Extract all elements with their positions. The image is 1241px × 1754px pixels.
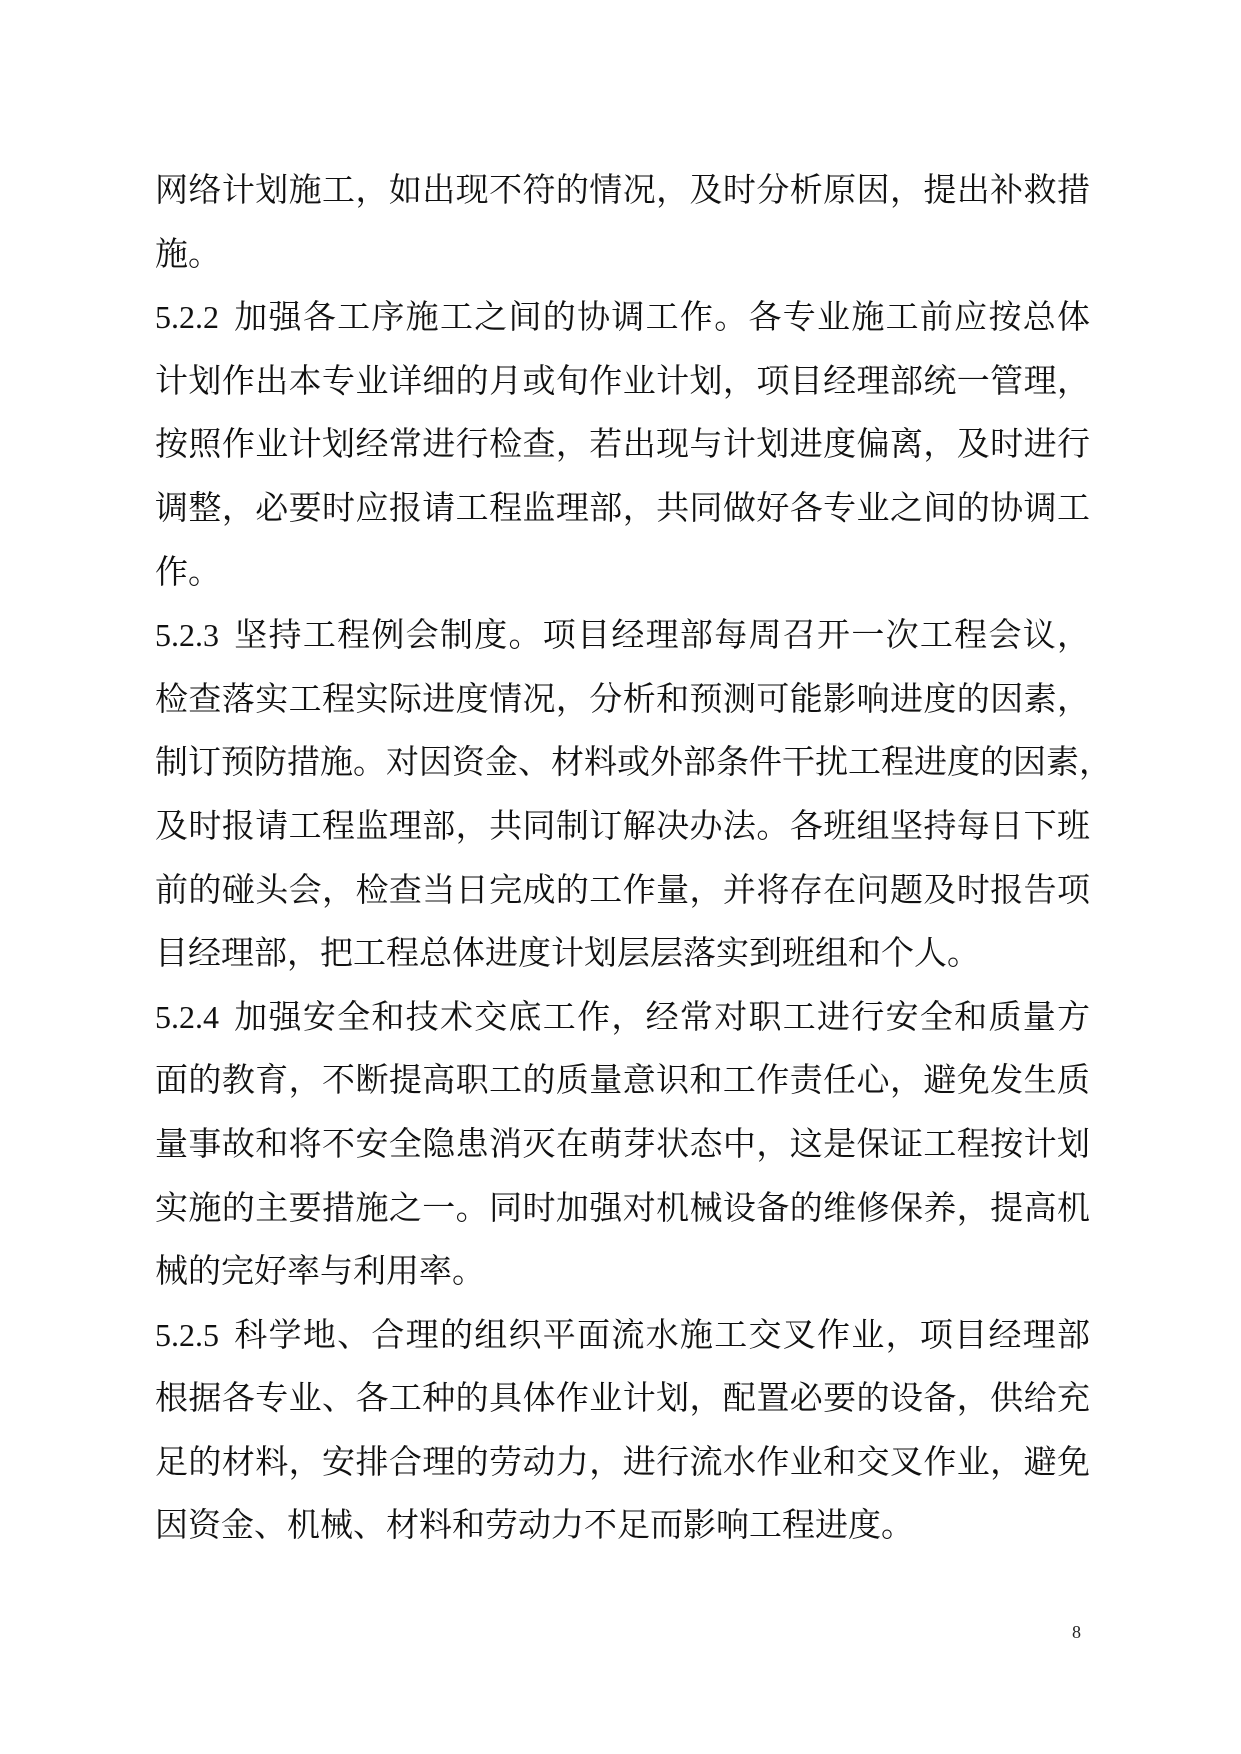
text-line (155, 1048, 1090, 1112)
line-text: 量事故和将不安全隐患消灭在萌芽状态中，这是保证工程按计划 (155, 1123, 1090, 1163)
line-text: 检查落实工程实际进度情况，分析和预测可能影响进度的因素， (155, 678, 1090, 718)
line-text: 计划作出本专业详细的月或旬作业计划，项目经理部统一管理， (155, 360, 1090, 400)
line-text: 足的材料，安排合理的劳动力，进行流水作业和交叉作业，避免 (155, 1441, 1090, 1481)
text-line (155, 1493, 1090, 1557)
text-line (155, 1239, 1090, 1303)
line-text: 加强安全和技术交底工作，经常对职工进行安全和质量方 (233, 996, 1090, 1036)
line-text: 根据各专业、各工种的具体作业计划，配置必要的设备，供给充 (155, 1378, 1090, 1418)
line-text: 坚持工程例会制度。项目经理部每周召开一次工程会议， (233, 615, 1090, 655)
line-text: 面的教育，不断提高职工的质量意识和工作责任心，避免发生质 (155, 1060, 1090, 1100)
text-line (155, 794, 1090, 858)
section-heading-line (155, 1303, 1090, 1367)
text-line (155, 730, 1112, 794)
line-text: 因资金、机械、材料和劳动力不足而影响工程进度。 (155, 1505, 914, 1545)
section-number: 5.2.5 (155, 1316, 219, 1353)
line-text: 制订预防措施。对因资金、材料或外部条件干扰工程进度的因素， (155, 742, 1112, 782)
text-line (155, 1430, 1090, 1494)
text-line (155, 921, 1090, 985)
line-text: 网络计划施工，如出现不符的情况，及时分析原因，提出补救措 (155, 170, 1090, 209)
section-heading-line (155, 285, 1090, 349)
text-line (155, 1176, 1090, 1240)
line-text: 作。 (155, 551, 221, 591)
text-line (155, 1366, 1090, 1430)
text-line (155, 667, 1090, 731)
line-text: 及时报请工程监理部，共同制订解决办法。各班组坚持每日下班 (155, 805, 1090, 845)
line-text: 械的完好率与利用率。 (155, 1251, 485, 1291)
text-line (155, 1112, 1090, 1176)
section-number: 5.2.2 (155, 299, 219, 336)
line-text: 加强各工序施工之间的协调工作。各专业施工前应按总体 (233, 297, 1090, 337)
text-line (155, 858, 1090, 922)
section-number: 5.2.4 (155, 998, 219, 1035)
section-heading-line (155, 603, 1090, 667)
line-text: 科学地、合理的组织平面流水施工交叉作业，项目经理部 (233, 1314, 1090, 1354)
line-text: 目经理部，把工程总体进度计划层层落实到班组和个人。 (155, 933, 980, 973)
section-number: 5.2.3 (155, 617, 219, 654)
line-text: 施。 (155, 233, 221, 273)
line-text: 前的碰头会，检查当日完成的工作量，并将存在问题及时报告项 (155, 869, 1090, 909)
text-line (155, 349, 1090, 413)
body-text (155, 158, 1112, 1557)
section-heading-line (155, 985, 1090, 1049)
text-line (155, 222, 1090, 286)
text-line (155, 158, 1090, 222)
page-number: 8 (1072, 1622, 1081, 1642)
line-text: 实施的主要措施之一。同时加强对机械设备的维修保养，提高机 (155, 1187, 1090, 1227)
line-text: 调整，必要时应报请工程监理部，共同做好各专业之间的协调工 (155, 487, 1090, 527)
text-line (155, 476, 1090, 540)
line-text: 按照作业计划经常进行检查，若出现与计划进度偏离，及时进行 (155, 424, 1090, 464)
text-line (155, 412, 1090, 476)
text-line (155, 540, 1090, 604)
